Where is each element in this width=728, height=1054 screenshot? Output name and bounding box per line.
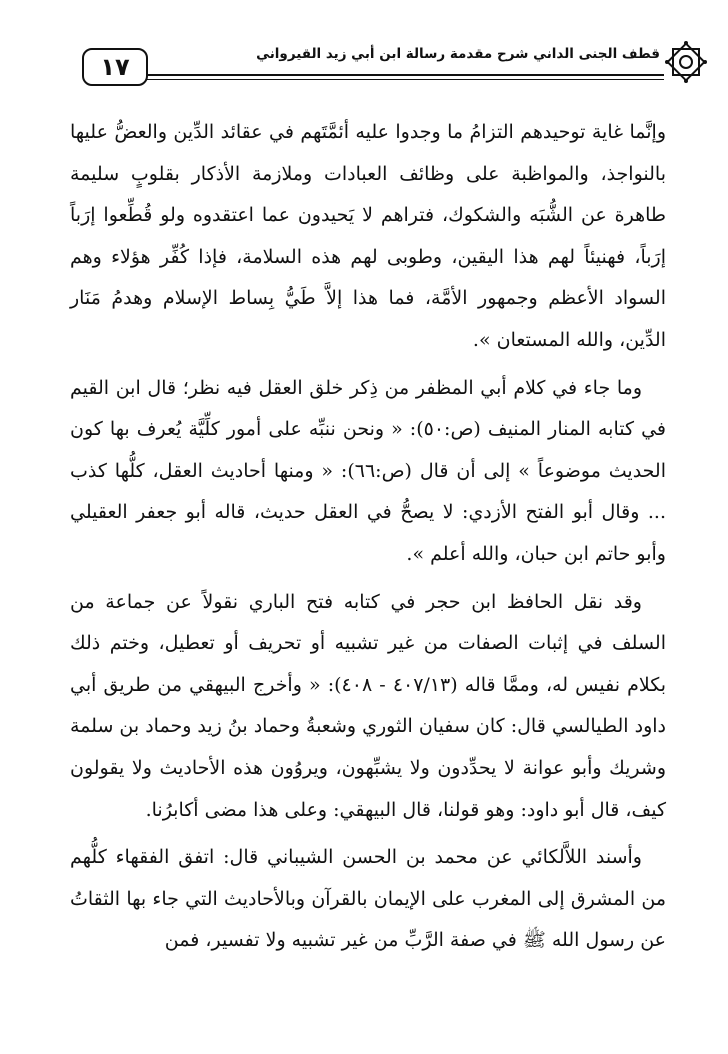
- header-rule: [144, 74, 664, 76]
- paragraph: وقد نقل الحافظ ابن حجر في كتابه فتح الباري نقولاً عن جماعة من السلف في إثبات الصفات من غير تشبيه أو تحريف أو تعطيل، وختم ذلك بكلام نفيس له، وممَّا قاله (٤٠٧/١٣ - ٤٠٨): « وأخرج البيهقي من طريق أبي داود الطيالسي قال: كان سفيان الثوري وشعبةُ وحماد بنُ زيد وحماد بن سلمة وشريك وأبو عوانة لا يحدِّدون ولا يشبِّهون، ويروُون هذه الأحاديث ولا يقولون كيف، قال أبو داود: وهو قولنا، قال البيهقي: وعلى هذا مضى أكابرُنا.: [70, 590, 667, 821]
- paragraph: وما جاء في كلام أبي المظفر من ذِكر خلق العقل فيه نظر؛ قال ابن القيم في كتابه المنار المنيف (ص:٥٠): « ونحن ننبِّه على أمور كلِّيَّة يُعرف بها كون الحديث موضوعاً » إلى أن قال (ص:٦٦): « ومنها أحاديث العقل، كلُّها كذب ... وقال أبو الفتح الأزدي: لا يصحُّ في العقل حديث، قاله أبو جعفر العقيلي وأبو حاتم ابن حبان، والله أعلم ».: [70, 376, 667, 565]
- paragraph: وأسند اللاَّلكائي عن محمد بن الحسن الشيباني قال: اتفق الفقهاء كلُّهم من المشرق إلى المغرب على الإيمان بالقرآن وبالأحاديث التي جاء بها الثقاتُ عن رسول الله ﷺ في صفة الرَّبِّ من غير تشبيه ولا تفسير، فمن: [70, 846, 666, 952]
- running-title: قطف الجنى الداني شرح مقدمة رسالة ابن أبي زيد القيرواني: [256, 46, 660, 62]
- page-header: [64, 40, 704, 88]
- page-body: [70, 112, 666, 962]
- star-ornament-icon: [664, 40, 708, 84]
- page-number-box: [82, 48, 148, 86]
- paragraph: وإنَّما غاية توحيدهم التزامُ ما وجدوا عليه أئمَّتَهم في عقائد الدِّين والعضُّ عليها بالنواجذ، والمواظبة على وظائف العبادات وملازمة الأذكار بقلوبٍ سليمة طاهرة عن الشُّبَه والشكوك، فتراهم لا يَحيدون عما اعتقدوه ولو قُطِّعوا إرَباً إرَباً، فهنيئاً لهم هذا اليقين، وطوبى لهم هذه السلامة، فإذا كُفِّر هؤلاء وهم السواد الأعظم وجمهور الأمَّة، فما هذا إلاَّ طَيُّ بِساط الإسلام وهدمُ مَنَار الدِّين، والله المستعان ».: [70, 121, 666, 351]
- page-number: ١٧: [100, 53, 130, 81]
- header-rule-thin: [144, 79, 664, 80]
